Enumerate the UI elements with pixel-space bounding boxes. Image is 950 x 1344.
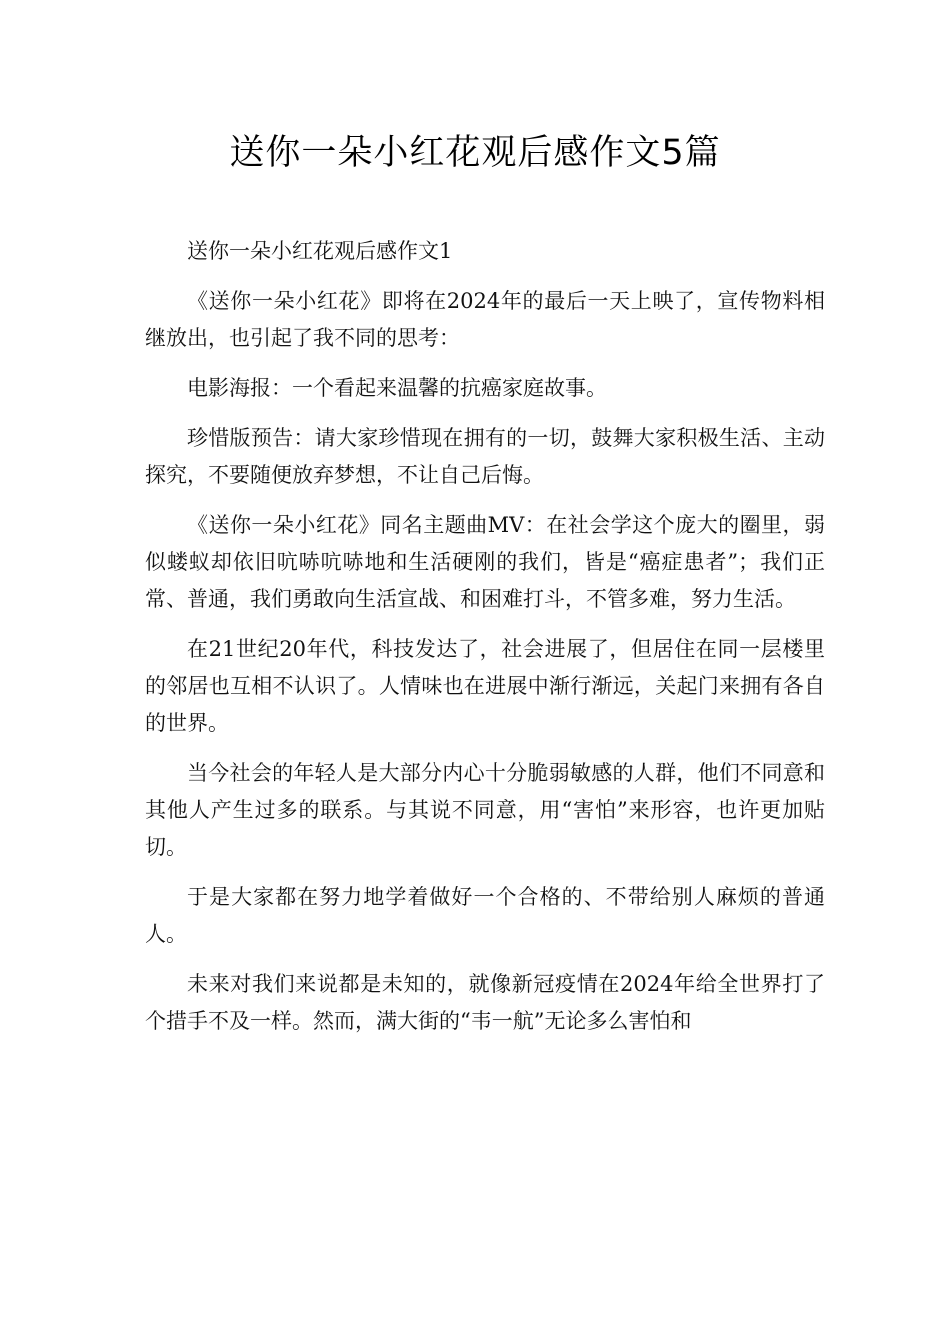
paragraph: 在21世纪20年代，科技发达了，社会进展了，但居住在同一层楼里的邻居也互相不认识了。人情味也在进展中渐行渐远，关起门来拥有各自的世界。: [145, 637, 825, 735]
paragraph: 电影海报：一个看起来温馨的抗癌家庭故事。: [187, 376, 607, 400]
paragraph: 珍惜版预告：请大家珍惜现在拥有的一切，鼓舞大家积极生活、主动探究，不要随便放弃梦想，不让自己后悔。: [145, 426, 825, 487]
section-heading: 送你一朵小红花观后感作文1: [187, 239, 453, 263]
document-title: 送你一朵小红花观后感作文5篇: [229, 133, 721, 173]
paragraph: 《送你一朵小红花》即将在2024年的最后一天上映了，宣传物料相继放出，也引起了我不同的思考：: [145, 289, 825, 350]
paragraph: 于是大家都在努力地学着做好一个合格的、不带给别人麻烦的普通人。: [145, 885, 825, 946]
paragraph: 未来对我们来说都是未知的，就像新冠疫情在2024年给全世界打了个措手不及一样。然而，满大街的“韦一航”无论多么害怕和: [145, 972, 825, 1033]
paragraph: 当今社会的年轻人是大部分内心十分脆弱敏感的人群，他们不同意和其他人产生过多的联系。与其说不同意，用“害怕”来形容，也许更加贴切。: [145, 761, 825, 859]
document-body: [145, 233, 825, 1053]
paragraph: 《送你一朵小红花》同名主题曲MV：在社会学这个庞大的圈里，弱似蝼蚁却依旧吭哧吭哧地和生活硬刚的我们，皆是“癌症患者”；我们正常、普通，我们勇敢向生活宣战、和困难打斗，不管多难，努力生活。: [145, 513, 825, 611]
